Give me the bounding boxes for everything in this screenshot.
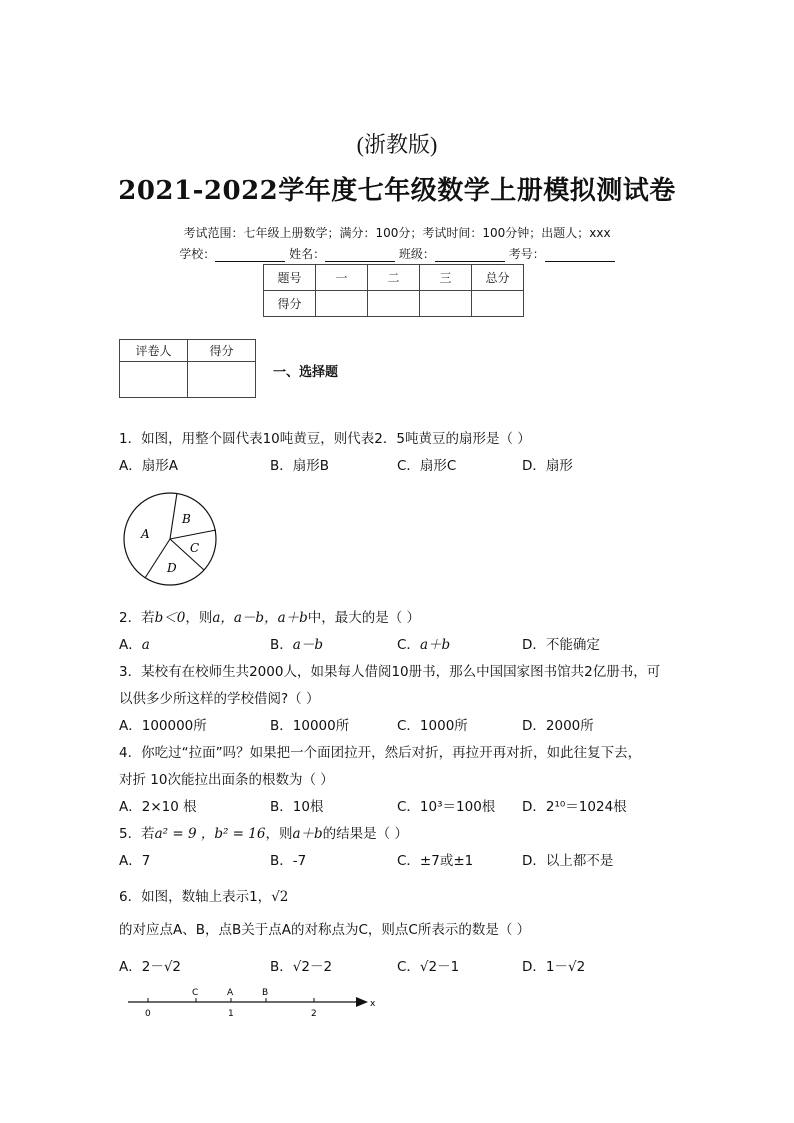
score-table — [263, 264, 524, 317]
point-label-b: B — [262, 988, 269, 998]
point-label-a: A — [227, 988, 234, 998]
pie-divider — [170, 493, 177, 539]
tick-label-0: 0 — [145, 1009, 151, 1019]
score-cell — [420, 291, 472, 317]
q5-prefix: 5．若 — [119, 826, 155, 842]
pie-label-b: B — [182, 512, 191, 526]
grader-header-cell: 评卷人 — [120, 340, 188, 362]
q2-option-c — [397, 633, 450, 653]
student-info-line — [0, 245, 794, 262]
q5-expr2: a＋b — [292, 826, 323, 842]
q5-option-d: D．以上都不是 — [522, 853, 614, 869]
score-cell — [472, 291, 524, 317]
score-header-cell: 题号 — [264, 265, 316, 291]
pie-figure — [119, 490, 223, 590]
q2-option-a-math: a — [141, 637, 150, 653]
q2-option-c-math: a＋b — [419, 637, 451, 653]
q5-mid: ，则 — [265, 826, 293, 842]
pie-label-d: D — [167, 561, 177, 575]
q4-option-a: A．2×10 根 — [119, 799, 197, 815]
q2-option-b — [270, 633, 323, 653]
q3-option-a: A．100000所 — [119, 718, 207, 734]
school-blank — [215, 249, 285, 262]
q2-prefix: 2．若 — [119, 610, 155, 626]
q5-option-c: C．±7或±1 — [397, 853, 474, 869]
class-blank — [435, 249, 505, 262]
exam-meta: 考试范围：七年级上册数学；满分：100分；考试时间：100分钟；出题人；xxx — [183, 226, 611, 240]
point-label-c: C — [192, 988, 199, 998]
q4-option-d: D．2¹⁰＝1024根 — [522, 799, 627, 815]
section-title: 一、选择题 — [273, 365, 339, 380]
q5-option-a: A．7 — [119, 853, 151, 869]
q2-vars: a，a－b，a＋b — [212, 610, 308, 626]
question-4-line-1: 4．你吃过“拉面”吗？如果把一个面团拉开，然后对折，再拉开再对折，如此往复下去， — [119, 745, 642, 761]
score-cell — [316, 291, 368, 317]
q2-option-a — [119, 633, 150, 653]
q5-expr: a² = 9 ，b² = 16 — [154, 826, 266, 842]
question-6-line-1 — [119, 885, 288, 905]
q5-option-b: B．-7 — [270, 853, 307, 869]
pie-label-c: C — [190, 541, 200, 555]
score-header-cell: 总分 — [472, 265, 524, 291]
q6-line1-text: 6．如图，数轴上表示1， — [119, 889, 272, 905]
question-3-line-1: 3．某校有在校师生共2000人，如果每人借阅10册书，那么中国国家图书馆共2亿册书，可 — [119, 664, 661, 680]
exam-title: 2021-2022学年度七年级数学上册模拟测试卷 — [118, 176, 676, 206]
exam-subtitle: (浙教版) — [356, 132, 438, 157]
q2-option-a-label: A． — [119, 637, 142, 653]
tick-label-2: 2 — [311, 1009, 317, 1019]
q2-suffix: 中，最大的是（ ） — [307, 610, 421, 626]
pie-divider — [170, 530, 216, 539]
question-3-line-2: 以供多少所这样的学校借阅?（ ） — [119, 691, 320, 707]
q2-option-b-label: B． — [270, 637, 293, 653]
id-blank — [545, 249, 615, 262]
q6-option-c: C．√2－1 — [397, 959, 460, 975]
question-2-text — [119, 606, 420, 626]
score-header-cell: 三 — [420, 265, 472, 291]
q2-condition: b＜0 — [154, 610, 186, 626]
q1-option-d: D．扇形 — [522, 458, 573, 474]
q3-option-b: B．10000所 — [270, 718, 350, 734]
q1-option-c: C．扇形C — [397, 458, 457, 474]
score-row-label: 得分 — [264, 291, 316, 317]
q2-option-c-label: C． — [397, 637, 420, 653]
name-label: 姓名： — [289, 247, 326, 261]
q2-option-d: D．不能确定 — [522, 637, 600, 653]
school-label: 学校： — [179, 247, 216, 261]
q4-option-c: C．10³＝100根 — [397, 799, 496, 815]
number-line-figure — [120, 984, 380, 1020]
grader-table — [119, 339, 256, 398]
q5-suffix: 的结果是（ ） — [322, 826, 408, 842]
question-6-line-2: 的对应点A、B，点B关于点A的对称点为C，则点C所表示的数是（ ） — [119, 922, 531, 938]
question-1-text: 1．如图，用整个圆代表10吨黄豆，则代表2．5吨黄豆的扇形是（ ） — [119, 431, 531, 447]
q3-option-d: D．2000所 — [522, 718, 594, 734]
axis-label-x: x — [370, 999, 376, 1009]
number-line-arrow — [356, 997, 368, 1007]
pie-label-a: A — [141, 527, 150, 541]
q6-option-a: A．2－√2 — [119, 959, 182, 975]
grader-header-cell: 得分 — [188, 340, 256, 362]
grader-cell — [120, 362, 188, 398]
q6-option-b: B．√2－2 — [270, 959, 333, 975]
q2-mid: ，则 — [185, 610, 213, 626]
name-blank — [325, 249, 395, 262]
score-cell — [368, 291, 420, 317]
question-4-line-2: 对折 10次能拉出面条的根数为（ ） — [119, 772, 334, 788]
q3-option-c: C．1000所 — [397, 718, 468, 734]
question-5-text — [119, 822, 408, 842]
q1-option-a: A．扇形A — [119, 458, 178, 474]
q4-option-b: B．10根 — [270, 799, 324, 815]
grader-cell — [188, 362, 256, 398]
q1-option-b: B．扇形B — [270, 458, 330, 474]
score-header-cell: 二 — [368, 265, 420, 291]
tick-label-1: 1 — [228, 1009, 234, 1019]
q2-option-b-math: a－b — [292, 637, 323, 653]
q6-option-d: D．1－√2 — [522, 959, 586, 975]
id-label: 考号： — [508, 247, 545, 261]
class-label: 班级： — [398, 247, 435, 261]
score-header-cell: 一 — [316, 265, 368, 291]
q6-sqrt: √2 — [271, 889, 289, 905]
